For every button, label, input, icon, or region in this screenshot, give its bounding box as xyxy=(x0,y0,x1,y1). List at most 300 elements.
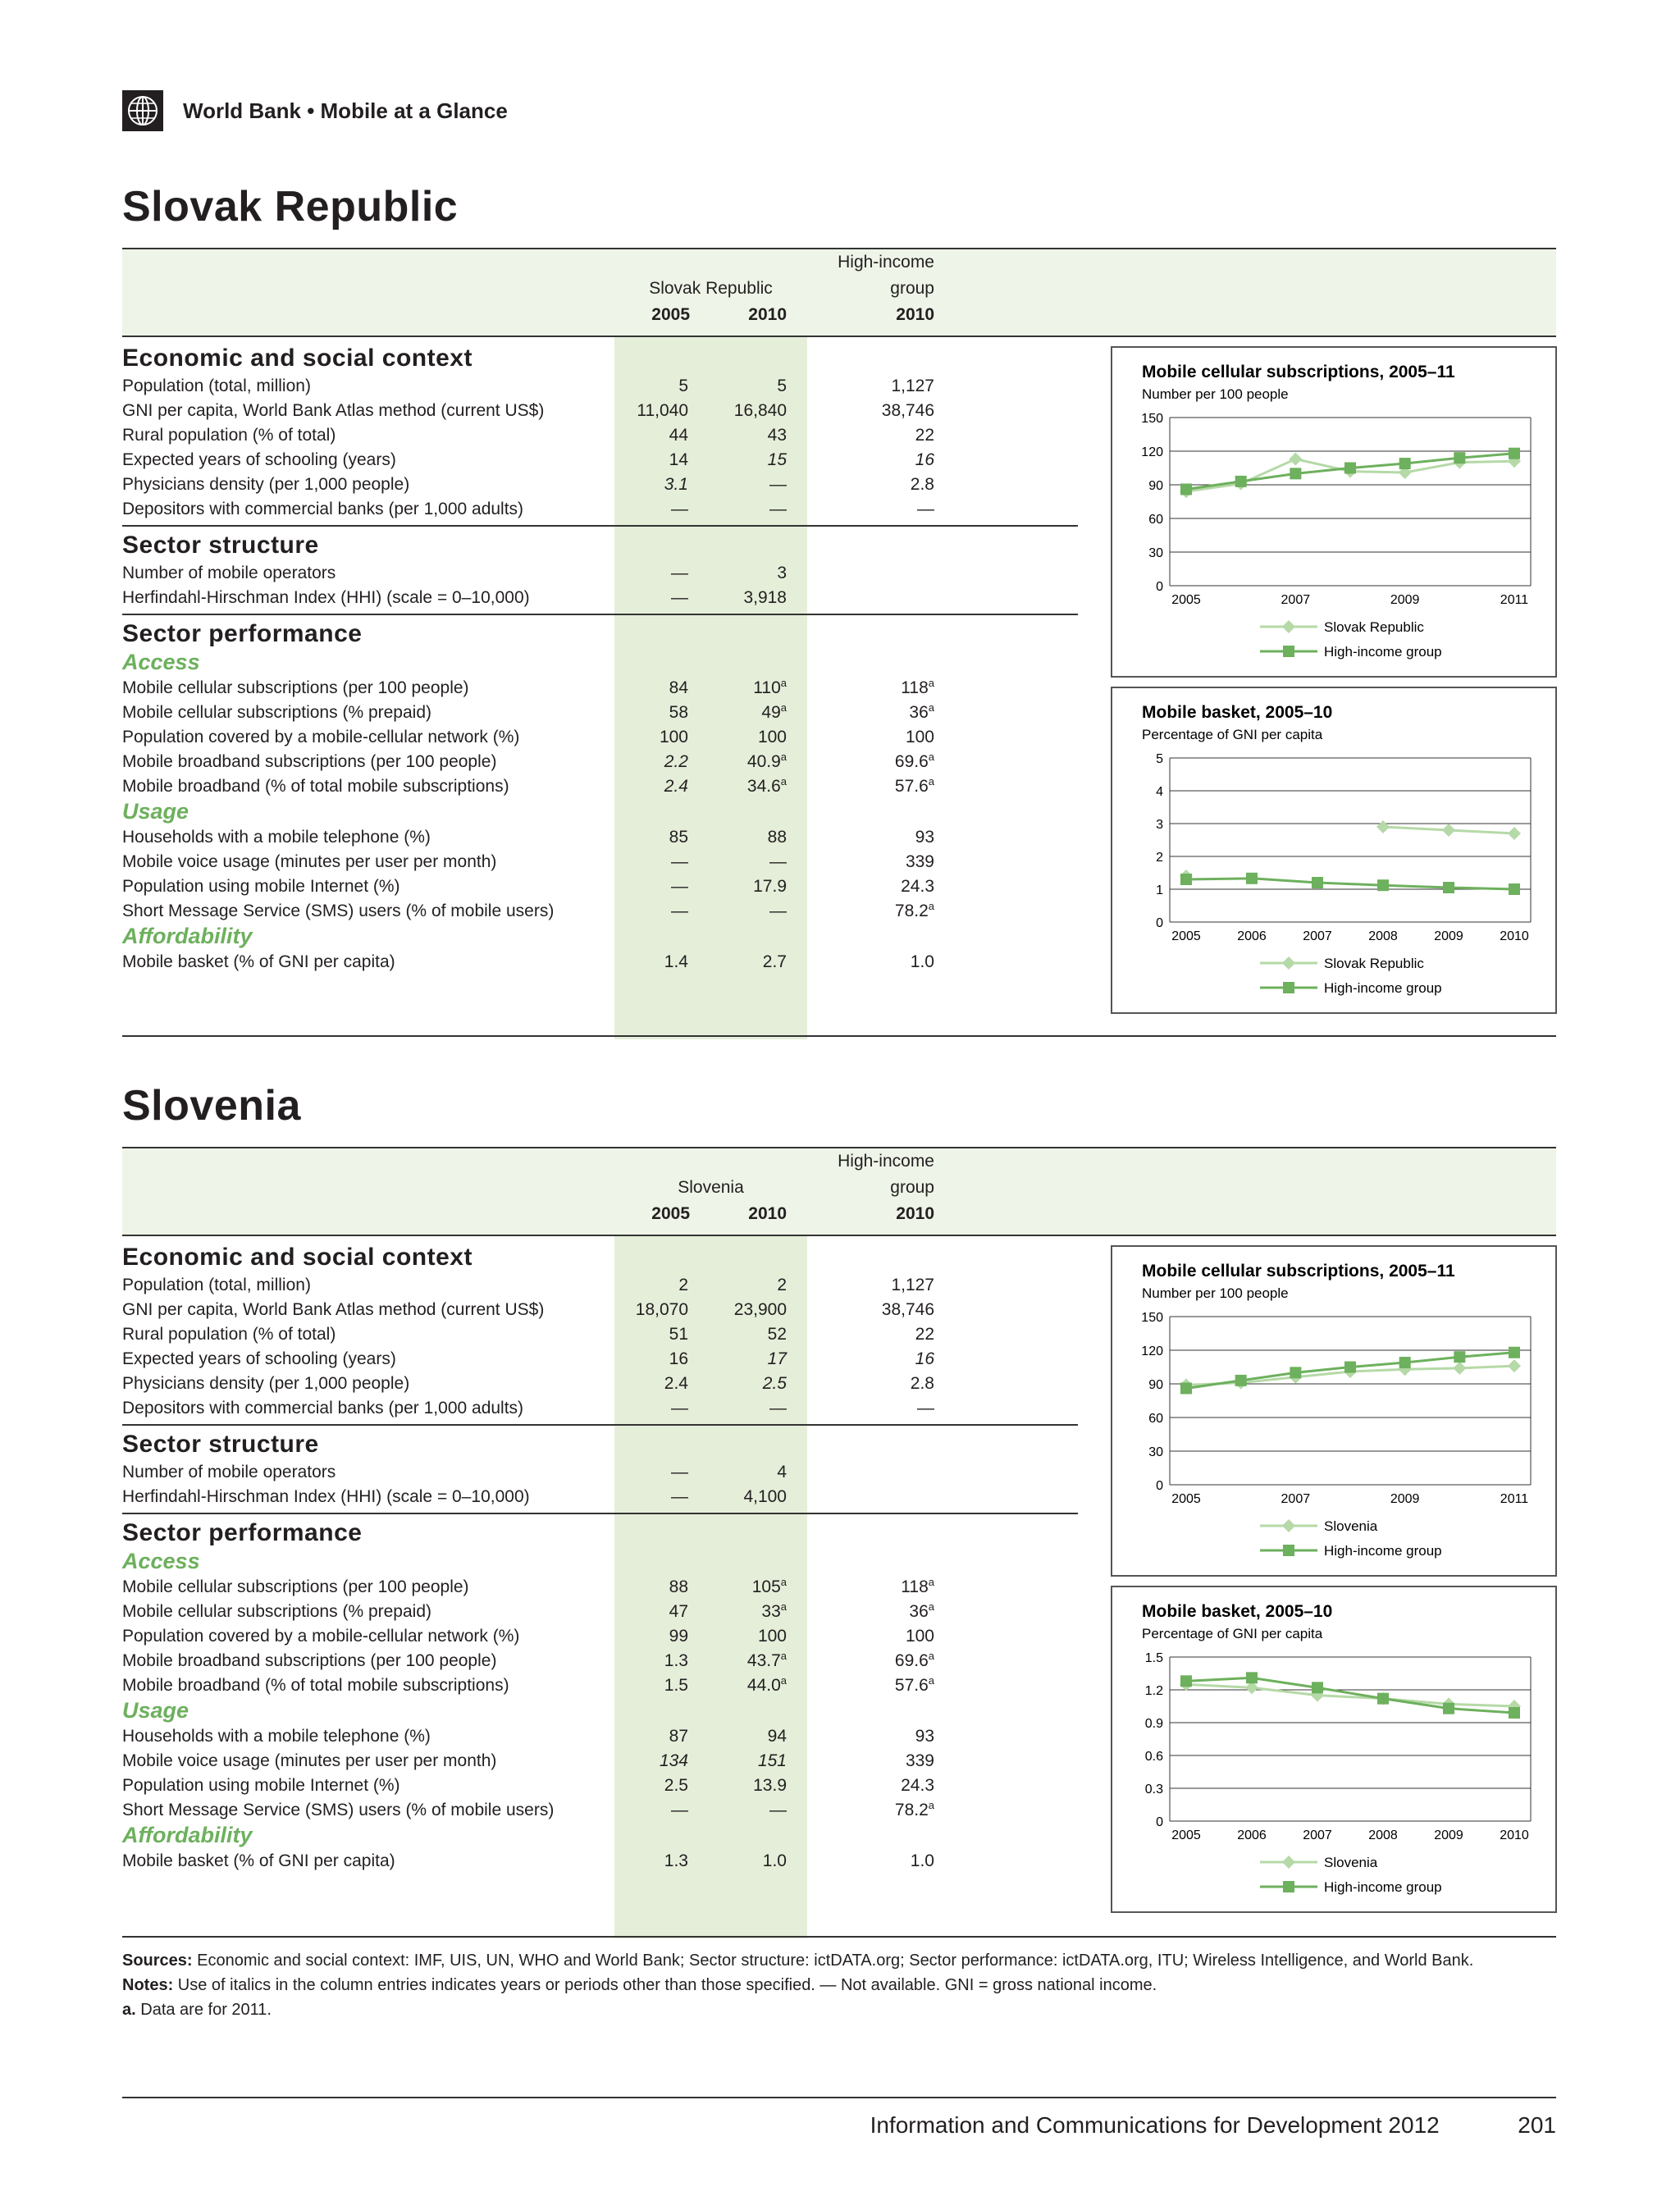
table-row xyxy=(122,1460,943,1485)
row-value-v1 xyxy=(598,1273,688,1298)
row-value-v3 xyxy=(844,1624,934,1649)
value-text: 22 xyxy=(915,1325,934,1344)
value-text: — xyxy=(769,852,787,871)
data-point-square xyxy=(1235,1375,1247,1386)
row-label: Physicians density (per 1,000 people) xyxy=(122,1374,410,1393)
value-text: 69.6 xyxy=(894,1651,929,1670)
legend-marker-diamond xyxy=(1282,620,1295,633)
column-header xyxy=(122,248,1556,337)
table-row xyxy=(122,1322,943,1347)
row-value-v1 xyxy=(598,1372,688,1396)
row-label: Mobile broadband (% of total mobile subscriptions) xyxy=(122,1676,509,1695)
column-year-1: 2005 xyxy=(651,305,690,324)
row-value-v1 xyxy=(598,399,688,423)
chart-subscriptions xyxy=(1111,346,1557,678)
data-point-square xyxy=(1443,1703,1454,1714)
footer-rule-top xyxy=(122,1936,1556,1938)
row-value-v2 xyxy=(696,1575,787,1600)
row-label: Number of mobile operators xyxy=(122,564,336,582)
row-label: Herfindahl-Hirschman Index (HHI) (scale = 0–10,000) xyxy=(122,1487,530,1506)
column-high-income-1: High-income xyxy=(838,1152,934,1171)
data-point-square xyxy=(1246,873,1258,884)
x-tick-label: 2006 xyxy=(1237,1828,1267,1842)
footnote-marker: a xyxy=(780,751,787,763)
legend-marker-diamond xyxy=(1282,1519,1295,1532)
table-row xyxy=(122,374,943,399)
value-text: 2.4 xyxy=(664,1374,688,1393)
value-text: 58 xyxy=(669,703,688,722)
table-row xyxy=(122,1724,943,1749)
x-tick-label: 2010 xyxy=(1500,1828,1529,1842)
column-high-income-3: 2010 xyxy=(896,1204,934,1223)
value-text: 1.4 xyxy=(664,952,688,971)
table-row xyxy=(122,561,943,586)
page-number: 201 xyxy=(1518,2112,1556,2138)
row-label: Mobile cellular subscriptions (per 100 people) xyxy=(122,678,469,697)
footnote-marker: a xyxy=(780,1674,787,1687)
column-year-2: 2010 xyxy=(748,1204,787,1223)
value-text: 24.3 xyxy=(901,1776,934,1795)
y-tick-label: 0 xyxy=(1156,580,1163,594)
subheading-access: Access xyxy=(122,1549,200,1573)
subheading-usage: Usage xyxy=(122,799,189,824)
row-value-v2 xyxy=(696,899,787,924)
value-text: 5 xyxy=(678,377,688,395)
data-point-square xyxy=(1180,874,1192,885)
footnote-marker: a xyxy=(928,751,934,763)
sources-label: Sources: xyxy=(122,1952,193,1970)
y-tick-label: 1 xyxy=(1156,883,1163,897)
value-text: 85 xyxy=(669,828,688,847)
y-tick-label: 4 xyxy=(1156,785,1163,799)
footnote-marker: a xyxy=(928,1650,934,1662)
value-text: 17.9 xyxy=(753,877,787,896)
row-value-v2 xyxy=(696,1460,787,1485)
row-value-v2 xyxy=(696,950,787,975)
value-text: 44 xyxy=(669,426,688,445)
row-label: Short Message Service (SMS) users (% of mobile users) xyxy=(122,902,555,920)
value-text: — xyxy=(671,877,688,896)
footnote-marker: a xyxy=(780,1600,787,1613)
value-text: 2.5 xyxy=(762,1374,787,1393)
value-text: 84 xyxy=(669,678,688,697)
table-row xyxy=(122,899,943,924)
series-line-high-income xyxy=(1186,879,1514,889)
x-tick-label: 2008 xyxy=(1368,1828,1398,1842)
y-tick-label: 1.2 xyxy=(1144,1684,1163,1698)
value-text: 1.3 xyxy=(664,1851,688,1870)
row-value-v3 xyxy=(844,1798,934,1823)
chart-basket xyxy=(1111,687,1557,1014)
table-row xyxy=(122,448,943,472)
legend-label: High-income group xyxy=(1324,1879,1442,1895)
subheading-affordability: Affordability xyxy=(122,1823,253,1847)
legend-label: Slovenia xyxy=(1324,1855,1378,1870)
footnote-marker: a xyxy=(780,775,787,788)
data-point-diamond xyxy=(1376,820,1390,833)
table-row xyxy=(122,750,943,774)
y-tick-label: 0 xyxy=(1156,916,1163,930)
y-tick-label: 120 xyxy=(1141,445,1163,459)
x-tick-label: 2009 xyxy=(1434,929,1463,943)
row-value-v1 xyxy=(598,423,688,448)
chart-title: Mobile basket, 2005–10 xyxy=(1142,1602,1333,1621)
table-bottom-rule xyxy=(122,1035,1556,1037)
row-value-v2 xyxy=(696,472,787,497)
value-text: 2.7 xyxy=(762,952,787,971)
row-value-v2 xyxy=(696,874,787,899)
value-text: — xyxy=(671,588,688,607)
row-value-v3 xyxy=(844,374,934,399)
section-divider xyxy=(122,1424,1078,1426)
row-value-v2 xyxy=(696,1649,787,1673)
row-label: Population covered by a mobile-cellular network (%) xyxy=(122,1627,520,1646)
row-value-v3 xyxy=(844,950,934,975)
row-value-v3 xyxy=(844,825,934,850)
row-value-v3 xyxy=(844,497,934,522)
table-row xyxy=(122,497,943,522)
row-value-v2 xyxy=(696,1273,787,1298)
chart-svg xyxy=(1112,348,1555,676)
row-value-v2 xyxy=(696,1600,787,1624)
data-point-square xyxy=(1290,1367,1301,1378)
x-tick-label: 2005 xyxy=(1171,593,1201,607)
value-text: 40.9 xyxy=(746,752,781,771)
sources-note xyxy=(122,1948,1556,1973)
row-value-v2 xyxy=(696,676,787,701)
row-value-v1 xyxy=(598,1322,688,1347)
value-text: 16 xyxy=(669,1349,688,1368)
column-high-income-3: 2010 xyxy=(896,305,934,324)
y-tick-label: 0.9 xyxy=(1144,1717,1163,1731)
row-label: Mobile cellular subscriptions (% prepaid) xyxy=(122,703,431,722)
subheading-access: Access xyxy=(122,650,200,674)
value-text: 3.1 xyxy=(664,475,688,494)
value-text: 105 xyxy=(751,1577,781,1596)
value-text: 93 xyxy=(915,828,934,847)
value-text: — xyxy=(671,564,688,582)
value-text: 1.5 xyxy=(664,1676,688,1695)
row-value-v1 xyxy=(598,874,688,899)
footnote-marker: a xyxy=(928,701,934,714)
column-header xyxy=(122,1147,1556,1236)
table-row xyxy=(122,423,943,448)
data-point-square xyxy=(1312,877,1323,888)
table-row xyxy=(122,701,943,725)
value-text: 57.6 xyxy=(894,777,929,796)
value-text: 1,127 xyxy=(891,377,934,395)
value-text: 5 xyxy=(777,377,787,395)
row-value-v2 xyxy=(696,774,787,799)
value-text: 78.2 xyxy=(894,902,929,920)
column-country-name: Slovenia xyxy=(678,1178,744,1197)
row-value-v3 xyxy=(844,448,934,472)
row-value-v3 xyxy=(844,1347,934,1372)
chart-subtitle: Percentage of GNI per capita xyxy=(1142,727,1323,742)
row-value-v1 xyxy=(598,950,688,975)
table-row xyxy=(122,1600,943,1624)
value-text: — xyxy=(671,902,688,920)
heading-economic-context: Economic and social context xyxy=(122,1244,472,1271)
row-value-v1 xyxy=(598,1749,688,1774)
value-text: 13.9 xyxy=(753,1776,787,1795)
row-value-v1 xyxy=(598,1649,688,1673)
value-text: 3,918 xyxy=(743,588,787,607)
row-label: Mobile voice usage (minutes per user per month) xyxy=(122,1751,497,1770)
data-point-square xyxy=(1312,1682,1323,1693)
row-label: Expected years of schooling (years) xyxy=(122,450,396,469)
footer-rule-bottom xyxy=(122,2097,1556,2098)
row-label: Short Message Service (SMS) users (% of mobile users) xyxy=(122,1801,555,1819)
y-tick-label: 0.3 xyxy=(1144,1783,1163,1796)
row-value-v2 xyxy=(696,586,787,610)
heading-sector-performance: Sector performance xyxy=(122,1519,363,1546)
country-section-slovenia xyxy=(122,1081,1556,1951)
notes-label: Notes: xyxy=(122,1976,174,1994)
row-value-v1 xyxy=(598,561,688,586)
value-text: 15 xyxy=(767,450,787,469)
data-point-diamond xyxy=(1442,824,1455,837)
value-text: 88 xyxy=(669,1577,688,1596)
y-tick-label: 60 xyxy=(1148,513,1163,527)
row-label: GNI per capita, World Bank Atlas method (current US$) xyxy=(122,401,545,420)
value-text: 49 xyxy=(761,703,781,722)
footnote-marker: a xyxy=(780,701,787,714)
row-value-v1 xyxy=(598,1485,688,1509)
value-text: 94 xyxy=(767,1727,787,1746)
value-text: 134 xyxy=(659,1751,688,1770)
row-label: Physicians density (per 1,000 people) xyxy=(122,475,410,494)
y-tick-label: 150 xyxy=(1141,412,1163,426)
x-tick-label: 2007 xyxy=(1303,929,1332,943)
table-row xyxy=(122,1849,943,1874)
value-text: 2.8 xyxy=(910,1374,934,1393)
row-label: Mobile basket (% of GNI per capita) xyxy=(122,1851,395,1870)
data-point-square xyxy=(1344,463,1356,474)
table-row xyxy=(122,1774,943,1798)
row-label: Households with a mobile telephone (%) xyxy=(122,828,431,847)
chart-title: Mobile basket, 2005–10 xyxy=(1142,703,1333,722)
value-text: 151 xyxy=(757,1751,787,1770)
subheading-usage: Usage xyxy=(122,1698,189,1723)
row-label: Mobile broadband subscriptions (per 100 people) xyxy=(122,752,497,771)
row-value-v2 xyxy=(696,850,787,874)
row-label: Depositors with commercial banks (per 1,000 adults) xyxy=(122,1399,524,1418)
x-tick-label: 2007 xyxy=(1281,593,1311,607)
value-text: 23,900 xyxy=(733,1300,787,1319)
section-divider xyxy=(122,614,1078,615)
value-text: 57.6 xyxy=(894,1676,929,1695)
y-tick-label: 2 xyxy=(1156,851,1163,865)
value-text: 1,127 xyxy=(891,1276,934,1294)
row-value-v1 xyxy=(598,374,688,399)
row-value-v1 xyxy=(598,1575,688,1600)
row-value-v3 xyxy=(844,1749,934,1774)
row-label: Households with a mobile telephone (%) xyxy=(122,1727,431,1746)
column-high-income-2: group xyxy=(890,1178,934,1197)
data-point-square xyxy=(1509,883,1520,895)
row-value-v1 xyxy=(598,1460,688,1485)
world-bank-logo-icon xyxy=(122,90,163,131)
row-label: GNI per capita, World Bank Atlas method (current US$) xyxy=(122,1300,545,1319)
x-tick-label: 2011 xyxy=(1500,1492,1529,1506)
table-row xyxy=(122,1575,943,1600)
chart-subtitle: Percentage of GNI per capita xyxy=(1142,1626,1323,1641)
value-text: 1.0 xyxy=(910,952,934,971)
value-text: 100 xyxy=(905,1627,934,1646)
data-point-square xyxy=(1509,448,1520,459)
value-text: — xyxy=(769,1399,787,1418)
row-value-v2 xyxy=(696,725,787,750)
data-point-square xyxy=(1509,1347,1520,1358)
y-tick-label: 30 xyxy=(1148,1445,1163,1459)
row-value-v1 xyxy=(598,774,688,799)
row-value-v2 xyxy=(696,750,787,774)
value-text: 38,746 xyxy=(881,1300,934,1319)
heading-sector-structure: Sector structure xyxy=(122,1431,319,1458)
notes-text: Use of italics in the column entries indicates years or periods other than those specified. — Not available. GNI = gross national income. xyxy=(177,1976,1157,1994)
x-tick-label: 2011 xyxy=(1500,593,1529,607)
row-value-v1 xyxy=(598,1347,688,1372)
footnote-a-text: Data are for 2011. xyxy=(140,2001,272,2019)
table-row xyxy=(122,1396,943,1421)
row-label: Mobile cellular subscriptions (% prepaid) xyxy=(122,1602,431,1621)
data-point-square xyxy=(1344,1362,1356,1373)
column-high-income-1: High-income xyxy=(838,253,934,272)
row-value-v3 xyxy=(844,1649,934,1673)
row-label: Mobile voice usage (minutes per user per month) xyxy=(122,852,497,871)
y-tick-label: 120 xyxy=(1141,1344,1163,1358)
row-value-v3 xyxy=(844,1600,934,1624)
data-point-square xyxy=(1454,452,1465,463)
row-value-v3 xyxy=(844,750,934,774)
row-value-v1 xyxy=(598,825,688,850)
value-text: 100 xyxy=(757,728,787,746)
data-point-square xyxy=(1377,879,1389,891)
row-label: Mobile basket (% of GNI per capita) xyxy=(122,952,395,971)
value-text: 100 xyxy=(659,728,688,746)
notes-note xyxy=(122,1973,1556,1997)
table-row xyxy=(122,1749,943,1774)
row-label: Herfindahl-Hirschman Index (HHI) (scale = 0–10,000) xyxy=(122,588,530,607)
row-value-v2 xyxy=(696,1298,787,1322)
row-value-v3 xyxy=(844,1298,934,1322)
indicator-table xyxy=(122,1147,1078,1934)
value-text: — xyxy=(671,1801,688,1819)
row-value-v1 xyxy=(598,472,688,497)
row-value-v3 xyxy=(844,1575,934,1600)
table-row xyxy=(122,472,943,497)
value-text: 78.2 xyxy=(894,1801,929,1819)
value-text: 1.0 xyxy=(910,1851,934,1870)
footnote-a-label: a. xyxy=(122,2001,136,2019)
row-value-v3 xyxy=(844,1396,934,1421)
value-text: 14 xyxy=(669,450,688,469)
value-text: 51 xyxy=(669,1325,688,1344)
value-text: 47 xyxy=(669,1602,688,1621)
row-value-v3 xyxy=(844,899,934,924)
row-value-v2 xyxy=(696,1749,787,1774)
heading-sector-performance: Sector performance xyxy=(122,620,363,647)
row-value-v3 xyxy=(844,725,934,750)
table-row xyxy=(122,1649,943,1673)
row-value-v1 xyxy=(598,1724,688,1749)
footnote-marker: a xyxy=(780,1576,787,1588)
data-point-square xyxy=(1399,458,1411,469)
table-row xyxy=(122,1798,943,1823)
table-row xyxy=(122,874,943,899)
value-text: — xyxy=(671,500,688,518)
row-value-v1 xyxy=(598,1849,688,1874)
value-text: 88 xyxy=(767,828,787,847)
y-tick-label: 0.6 xyxy=(1144,1750,1163,1764)
series-line-high-income xyxy=(1186,1678,1514,1713)
value-text: 44.0 xyxy=(746,1676,781,1695)
table-row xyxy=(122,676,943,701)
table-row xyxy=(122,1298,943,1322)
value-text: 2 xyxy=(777,1276,787,1294)
value-text: 2.5 xyxy=(664,1776,688,1795)
table-row xyxy=(122,399,943,423)
data-point-square xyxy=(1246,1672,1258,1683)
row-value-v3 xyxy=(844,1774,934,1798)
row-label: Population (total, million) xyxy=(122,1276,311,1294)
legend-label: High-income group xyxy=(1324,980,1442,996)
page-header xyxy=(122,90,508,131)
x-tick-label: 2008 xyxy=(1368,929,1398,943)
x-tick-label: 2009 xyxy=(1390,593,1420,607)
row-value-v2 xyxy=(696,561,787,586)
row-label: Number of mobile operators xyxy=(122,1463,336,1481)
legend-label: High-income group xyxy=(1324,644,1442,660)
footnote-marker: a xyxy=(928,1674,934,1687)
heading-sector-structure: Sector structure xyxy=(122,532,319,559)
value-text: 2 xyxy=(678,1276,688,1294)
value-text: 87 xyxy=(669,1727,688,1746)
row-value-v1 xyxy=(598,750,688,774)
chart-subtitle: Number per 100 people xyxy=(1142,386,1289,402)
table-row xyxy=(122,725,943,750)
footnote-marker: a xyxy=(928,1600,934,1613)
row-value-v1 xyxy=(598,1798,688,1823)
x-tick-label: 2009 xyxy=(1434,1828,1463,1842)
row-value-v2 xyxy=(696,1372,787,1396)
value-text: 110 xyxy=(753,678,781,697)
data-point-square xyxy=(1454,1351,1465,1363)
value-text: 43 xyxy=(767,426,787,445)
value-text: — xyxy=(671,852,688,871)
row-value-v2 xyxy=(696,1724,787,1749)
value-text: 2.8 xyxy=(910,475,934,494)
y-tick-label: 90 xyxy=(1148,1378,1163,1392)
data-point-diamond xyxy=(1453,1362,1466,1375)
row-value-v3 xyxy=(844,399,934,423)
row-value-v1 xyxy=(598,586,688,610)
value-text: 118 xyxy=(901,1577,929,1596)
y-tick-label: 60 xyxy=(1148,1412,1163,1426)
series-line-country xyxy=(1186,1684,1514,1706)
row-value-v2 xyxy=(696,1849,787,1874)
row-value-v2 xyxy=(696,1347,787,1372)
y-tick-label: 5 xyxy=(1156,752,1163,766)
row-value-v2 xyxy=(696,1624,787,1649)
value-text: — xyxy=(917,1399,934,1418)
chart-svg xyxy=(1112,1247,1555,1575)
y-tick-label: 3 xyxy=(1156,818,1163,832)
value-text: 43.7 xyxy=(746,1651,781,1670)
chart-basket xyxy=(1111,1586,1557,1913)
subheading-affordability: Affordability xyxy=(122,924,253,948)
